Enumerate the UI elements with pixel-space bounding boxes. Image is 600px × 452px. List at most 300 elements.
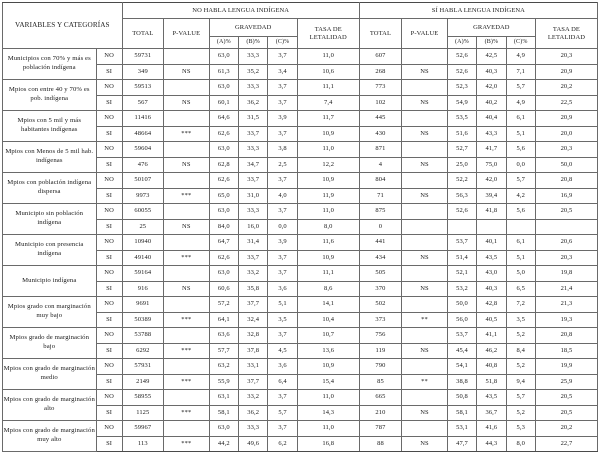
- gravedad-c-left: 3,7: [268, 173, 297, 189]
- header-pvalue-right: P-VALUE: [402, 19, 448, 49]
- tasa-left: 13,6: [297, 343, 359, 359]
- tasa-left: 11,0: [297, 421, 359, 437]
- gravedad-a-left: 64,7: [209, 235, 238, 251]
- tasa-left: 11,1: [297, 266, 359, 282]
- tasa-right: 22,7: [535, 436, 597, 452]
- gravedad-b-right: 42,0: [477, 173, 506, 189]
- total-right: 607: [359, 49, 401, 65]
- gravedad-c-left: 3,9: [268, 111, 297, 127]
- header-pvalue-left: P-VALUE: [163, 19, 209, 49]
- gravedad-a-left: 62,6: [209, 173, 238, 189]
- gravedad-a-right: 38,8: [447, 374, 476, 390]
- gravedad-a-left: 84,0: [209, 219, 238, 235]
- total-right: 756: [359, 328, 401, 344]
- gravedad-b-left: 34,7: [239, 157, 268, 173]
- pvalue-right: NS: [402, 157, 448, 173]
- total-right: 787: [359, 421, 401, 437]
- pvalue-right: [402, 80, 448, 96]
- gravedad-c-left: 3,6: [268, 359, 297, 375]
- gravedad-a-right: 52,6: [447, 49, 476, 65]
- gravedad-b-left: 31,4: [239, 235, 268, 251]
- pvalue-right: **: [402, 374, 448, 390]
- tasa-right: 21,4: [535, 281, 597, 297]
- gravedad-a-right: 50,0: [447, 297, 476, 313]
- total-right: 373: [359, 312, 401, 328]
- total-left: 59967: [122, 421, 163, 437]
- variable-label: Mpios grado con marginación muy bajo: [3, 297, 97, 328]
- total-left: 59164: [122, 266, 163, 282]
- gravedad-c-left: 3,7: [268, 95, 297, 111]
- category-no: NO: [96, 80, 122, 96]
- gravedad-a-left: 57,7: [209, 343, 238, 359]
- pvalue-right: [402, 421, 448, 437]
- pvalue-right: [402, 111, 448, 127]
- total-right: 665: [359, 390, 401, 406]
- table-row: [3, 328, 598, 344]
- gravedad-b-right: 42,5: [477, 49, 506, 65]
- gravedad-b-left: 33,7: [239, 250, 268, 266]
- gravedad-b-right: 41,7: [477, 142, 506, 158]
- table-head: [3, 3, 598, 49]
- header-sub-a-right: (A)%: [447, 37, 476, 49]
- table-row: [3, 142, 598, 158]
- gravedad-c-right: 3,5: [506, 312, 535, 328]
- tasa-left: 14,3: [297, 405, 359, 421]
- gravedad-c-left: 6,4: [268, 374, 297, 390]
- table-row: [3, 204, 598, 220]
- variable-label: Municipio indígena: [3, 266, 97, 297]
- header-total-left: TOTAL: [122, 19, 163, 49]
- gravedad-a-left: 44,2: [209, 436, 238, 452]
- total-left: 50107: [122, 173, 163, 189]
- variable-label: Mpios con población indígena dispersa: [3, 173, 97, 204]
- gravedad-b-right: 40,2: [477, 95, 506, 111]
- gravedad-b-left: 35,2: [239, 64, 268, 80]
- total-left: 349: [122, 64, 163, 80]
- gravedad-b-left: 31,5: [239, 111, 268, 127]
- category-no: NO: [96, 328, 122, 344]
- gravedad-c-left: 0,0: [268, 219, 297, 235]
- total-left: 916: [122, 281, 163, 297]
- total-left: 53788: [122, 328, 163, 344]
- category-no: NO: [96, 421, 122, 437]
- tasa-left: 11,0: [297, 49, 359, 65]
- tasa-left: 10,9: [297, 250, 359, 266]
- header-group-yes-speaks: SÍ HABLA LENGUA INDÍGENA: [359, 3, 597, 19]
- pvalue-left: NS: [163, 64, 209, 80]
- gravedad-a-right: 56,3: [447, 188, 476, 204]
- gravedad-b-right: 42,8: [477, 297, 506, 313]
- tasa-left: 14,1: [297, 297, 359, 313]
- gravedad-a-left: 58,1: [209, 405, 238, 421]
- table-row: [3, 173, 598, 189]
- tasa-right: 20,3: [535, 250, 597, 266]
- total-left: 9691: [122, 297, 163, 313]
- gravedad-b-left: 33,3: [239, 80, 268, 96]
- gravedad-b-left: 33,2: [239, 390, 268, 406]
- gravedad-a-right: 53,7: [447, 235, 476, 251]
- pvalue-right: [402, 142, 448, 158]
- category-no: NO: [96, 173, 122, 189]
- variable-label: Mpios con entre 40 y 70% es pob. indígena: [3, 80, 97, 111]
- gravedad-b-left: 35,8: [239, 281, 268, 297]
- pvalue-left: [163, 421, 209, 437]
- gravedad-c-left: 3,7: [268, 328, 297, 344]
- table-row: [3, 80, 598, 96]
- tasa-right: 20,8: [535, 328, 597, 344]
- total-right: 102: [359, 95, 401, 111]
- gravedad-b-right: 41,6: [477, 421, 506, 437]
- pvalue-left: ***: [163, 188, 209, 204]
- gravedad-b-right: 43,5: [477, 390, 506, 406]
- table-row: [3, 49, 598, 65]
- gravedad-a-left: 60,6: [209, 281, 238, 297]
- header-group-no-speaks: NO HABLA LENGUA INDÍGENA: [122, 3, 359, 19]
- pvalue-right: NS: [402, 281, 448, 297]
- gravedad-b-right: 40,4: [477, 111, 506, 127]
- header-tasa-letalidad-right: TASA DE LETALIDAD: [535, 19, 597, 49]
- gravedad-c-right: 5,7: [506, 80, 535, 96]
- gravedad-a-left: 62,6: [209, 250, 238, 266]
- gravedad-b-right: 36,7: [477, 405, 506, 421]
- header-gravedad-left: GRAVEDAD: [209, 19, 297, 37]
- tasa-right: [535, 219, 597, 235]
- gravedad-a-right: 58,1: [447, 405, 476, 421]
- gravedad-b-left: 31,0: [239, 188, 268, 204]
- category-si: SI: [96, 281, 122, 297]
- total-left: 11416: [122, 111, 163, 127]
- category-no: NO: [96, 235, 122, 251]
- gravedad-b-left: 32,8: [239, 328, 268, 344]
- pvalue-left: [163, 111, 209, 127]
- gravedad-a-left: 57,2: [209, 297, 238, 313]
- gravedad-b-right: [477, 219, 506, 235]
- pvalue-right: [402, 204, 448, 220]
- tasa-left: 15,4: [297, 374, 359, 390]
- gravedad-b-right: 41,1: [477, 328, 506, 344]
- category-no: NO: [96, 359, 122, 375]
- gravedad-c-left: 4,0: [268, 188, 297, 204]
- tasa-left: 11,1: [297, 80, 359, 96]
- category-si: SI: [96, 188, 122, 204]
- gravedad-b-left: 36,2: [239, 405, 268, 421]
- gravedad-c-right: 5,0: [506, 266, 535, 282]
- tasa-left: 10,6: [297, 64, 359, 80]
- variable-label: Municipio sin población indígena: [3, 204, 97, 235]
- pvalue-left: [163, 359, 209, 375]
- pvalue-left: ***: [163, 343, 209, 359]
- gravedad-a-right: 54,9: [447, 95, 476, 111]
- tasa-left: 11,6: [297, 235, 359, 251]
- indigenous-language-severity-table: [2, 2, 598, 452]
- tasa-left: 11,0: [297, 390, 359, 406]
- gravedad-c-right: 4,9: [506, 95, 535, 111]
- pvalue-right: NS: [402, 188, 448, 204]
- tasa-left: 10,9: [297, 173, 359, 189]
- category-si: SI: [96, 250, 122, 266]
- header-sub-a-left: (A)%: [209, 37, 238, 49]
- variable-label: Mpios con Menos de 5 mil hab. indígenas: [3, 142, 97, 173]
- variable-label: Mpios con grado de marginación medio: [3, 359, 97, 390]
- total-left: 48664: [122, 126, 163, 142]
- category-no: NO: [96, 297, 122, 313]
- gravedad-c-right: 8,4: [506, 343, 535, 359]
- total-right: 502: [359, 297, 401, 313]
- tasa-left: 10,9: [297, 126, 359, 142]
- gravedad-a-left: 60,1: [209, 95, 238, 111]
- table-body: [3, 49, 598, 452]
- pvalue-left: ***: [163, 250, 209, 266]
- gravedad-b-right: 40,3: [477, 281, 506, 297]
- gravedad-c-right: 5,1: [506, 250, 535, 266]
- gravedad-b-left: 33,7: [239, 173, 268, 189]
- gravedad-c-right: 5,2: [506, 359, 535, 375]
- gravedad-a-left: 64,6: [209, 111, 238, 127]
- header-total-right: TOTAL: [359, 19, 401, 49]
- gravedad-a-left: 63,0: [209, 49, 238, 65]
- total-right: 4: [359, 157, 401, 173]
- variable-label: Mpios con grado de marginación muy alto: [3, 421, 97, 452]
- gravedad-a-right: 53,2: [447, 281, 476, 297]
- gravedad-a-left: 64,1: [209, 312, 238, 328]
- category-si: SI: [96, 126, 122, 142]
- total-left: 6292: [122, 343, 163, 359]
- total-left: 567: [122, 95, 163, 111]
- total-right: 370: [359, 281, 401, 297]
- tasa-right: 20,5: [535, 204, 597, 220]
- tasa-right: 20,2: [535, 80, 597, 96]
- gravedad-b-left: 33,3: [239, 142, 268, 158]
- gravedad-a-right: 50,8: [447, 390, 476, 406]
- gravedad-b-right: 43,3: [477, 126, 506, 142]
- total-right: 119: [359, 343, 401, 359]
- gravedad-c-right: 6,5: [506, 281, 535, 297]
- header-sub-b-right: (B)%: [477, 37, 506, 49]
- gravedad-c-right: 6,1: [506, 111, 535, 127]
- total-left: 49140: [122, 250, 163, 266]
- total-right: 210: [359, 405, 401, 421]
- gravedad-b-left: 33,3: [239, 204, 268, 220]
- total-left: 9973: [122, 188, 163, 204]
- gravedad-a-left: 63,0: [209, 266, 238, 282]
- tasa-right: 25,9: [535, 374, 597, 390]
- category-no: NO: [96, 266, 122, 282]
- tasa-right: 20,6: [535, 235, 597, 251]
- tasa-right: 20,5: [535, 405, 597, 421]
- pvalue-right: [402, 49, 448, 65]
- variable-label: Municipio con presencia indígena: [3, 235, 97, 266]
- tasa-left: 10,7: [297, 328, 359, 344]
- category-si: SI: [96, 343, 122, 359]
- pvalue-left: ***: [163, 374, 209, 390]
- pvalue-left: [163, 328, 209, 344]
- pvalue-right: NS: [402, 436, 448, 452]
- pvalue-right: NS: [402, 250, 448, 266]
- gravedad-c-left: 3,8: [268, 142, 297, 158]
- gravedad-a-left: 63,0: [209, 142, 238, 158]
- gravedad-c-right: 5,3: [506, 421, 535, 437]
- gravedad-b-right: 40,1: [477, 235, 506, 251]
- total-right: 790: [359, 359, 401, 375]
- header-sub-c-right: (C)%: [506, 37, 535, 49]
- tasa-right: 20,5: [535, 390, 597, 406]
- tasa-right: 22,5: [535, 95, 597, 111]
- total-right: 875: [359, 204, 401, 220]
- pvalue-left: ***: [163, 126, 209, 142]
- gravedad-c-right: 5,1: [506, 126, 535, 142]
- pvalue-left: [163, 80, 209, 96]
- table-row: [3, 266, 598, 282]
- pvalue-left: [163, 235, 209, 251]
- pvalue-left: [163, 390, 209, 406]
- tasa-right: 20,3: [535, 142, 597, 158]
- gravedad-a-left: 63,0: [209, 421, 238, 437]
- category-si: SI: [96, 219, 122, 235]
- category-si: SI: [96, 312, 122, 328]
- tasa-right: 20,8: [535, 173, 597, 189]
- pvalue-left: NS: [163, 95, 209, 111]
- total-left: 59513: [122, 80, 163, 96]
- gravedad-b-right: 46,2: [477, 343, 506, 359]
- gravedad-b-right: 40,5: [477, 312, 506, 328]
- gravedad-c-left: 3,7: [268, 204, 297, 220]
- variable-label: Mpios con 5 mil y más habitantes indígenas: [3, 111, 97, 142]
- gravedad-c-right: 5,6: [506, 142, 535, 158]
- tasa-right: 20,3: [535, 49, 597, 65]
- gravedad-c-left: 3,4: [268, 64, 297, 80]
- pvalue-left: [163, 266, 209, 282]
- gravedad-a-left: 62,6: [209, 126, 238, 142]
- total-right: 804: [359, 173, 401, 189]
- total-left: 57931: [122, 359, 163, 375]
- tasa-left: 11,9: [297, 188, 359, 204]
- pvalue-right: NS: [402, 405, 448, 421]
- gravedad-b-left: 33,3: [239, 49, 268, 65]
- tasa-right: 50,0: [535, 157, 597, 173]
- gravedad-b-right: 41,8: [477, 204, 506, 220]
- gravedad-a-right: 52,2: [447, 173, 476, 189]
- header-tasa-letalidad-left: TASA DE LETALIDAD: [297, 19, 359, 49]
- tasa-right: 21,3: [535, 297, 597, 313]
- gravedad-c-right: 0,0: [506, 157, 535, 173]
- category-no: NO: [96, 204, 122, 220]
- pvalue-right: [402, 328, 448, 344]
- gravedad-c-left: 3,7: [268, 421, 297, 437]
- pvalue-left: ***: [163, 405, 209, 421]
- pvalue-right: **: [402, 312, 448, 328]
- gravedad-c-left: 4,5: [268, 343, 297, 359]
- gravedad-b-left: 32,4: [239, 312, 268, 328]
- gravedad-b-left: 37,7: [239, 297, 268, 313]
- gravedad-a-left: 63,0: [209, 204, 238, 220]
- gravedad-c-right: 4,2: [506, 188, 535, 204]
- gravedad-b-left: 33,7: [239, 126, 268, 142]
- gravedad-c-left: 3,7: [268, 49, 297, 65]
- pvalue-right: [402, 390, 448, 406]
- gravedad-a-right: 54,1: [447, 359, 476, 375]
- total-right: 88: [359, 436, 401, 452]
- category-no: NO: [96, 49, 122, 65]
- gravedad-a-right: 52,6: [447, 204, 476, 220]
- gravedad-b-right: 44,3: [477, 436, 506, 452]
- total-right: 268: [359, 64, 401, 80]
- pvalue-right: [402, 173, 448, 189]
- pvalue-right: NS: [402, 126, 448, 142]
- gravedad-a-right: 51,6: [447, 126, 476, 142]
- gravedad-b-left: 37,8: [239, 343, 268, 359]
- category-no: NO: [96, 142, 122, 158]
- total-left: 58955: [122, 390, 163, 406]
- tasa-right: 19,9: [535, 359, 597, 375]
- gravedad-a-left: 55,9: [209, 374, 238, 390]
- pvalue-left: [163, 49, 209, 65]
- gravedad-a-right: 52,6: [447, 64, 476, 80]
- total-right: 441: [359, 235, 401, 251]
- gravedad-b-left: 49,6: [239, 436, 268, 452]
- gravedad-a-right: 52,1: [447, 266, 476, 282]
- gravedad-c-right: 7,2: [506, 297, 535, 313]
- tasa-left: 8,0: [297, 219, 359, 235]
- gravedad-c-left: 5,7: [268, 405, 297, 421]
- table-row: [3, 421, 598, 437]
- gravedad-c-right: [506, 219, 535, 235]
- gravedad-c-right: 5,2: [506, 405, 535, 421]
- table-row: [3, 297, 598, 313]
- gravedad-c-left: 3,7: [268, 126, 297, 142]
- header-sub-c-left: (C)%: [268, 37, 297, 49]
- gravedad-b-right: 75,0: [477, 157, 506, 173]
- gravedad-b-left: 33,3: [239, 421, 268, 437]
- gravedad-a-right: 53,7: [447, 328, 476, 344]
- pvalue-right: [402, 359, 448, 375]
- total-left: 50389: [122, 312, 163, 328]
- gravedad-b-left: 33,2: [239, 266, 268, 282]
- gravedad-a-right: 56,0: [447, 312, 476, 328]
- total-left: 25: [122, 219, 163, 235]
- header-sub-b-left: (B)%: [239, 37, 268, 49]
- gravedad-b-right: 40,8: [477, 359, 506, 375]
- category-no: NO: [96, 390, 122, 406]
- gravedad-b-right: 51,8: [477, 374, 506, 390]
- variable-label: Mpios grado de marginación bajo: [3, 328, 97, 359]
- header-variables: VARIABLES Y CATEGORÍAS: [3, 3, 123, 49]
- gravedad-b-right: 42,0: [477, 80, 506, 96]
- gravedad-a-right: 45,4: [447, 343, 476, 359]
- tasa-right: 20,0: [535, 126, 597, 142]
- pvalue-left: ***: [163, 312, 209, 328]
- gravedad-b-right: 39,4: [477, 188, 506, 204]
- gravedad-c-left: 5,1: [268, 297, 297, 313]
- total-left: 113: [122, 436, 163, 452]
- gravedad-c-left: 3,7: [268, 250, 297, 266]
- gravedad-a-left: 63,1: [209, 390, 238, 406]
- tasa-right: 20,2: [535, 421, 597, 437]
- tasa-left: 11,7: [297, 111, 359, 127]
- pvalue-left: NS: [163, 281, 209, 297]
- gravedad-c-left: 3,6: [268, 281, 297, 297]
- gravedad-c-right: 5,7: [506, 390, 535, 406]
- gravedad-a-right: 53,5: [447, 111, 476, 127]
- variable-label: Municipios con 70% y más es población indígena: [3, 49, 97, 80]
- total-right: 0: [359, 219, 401, 235]
- pvalue-left: [163, 204, 209, 220]
- total-right: 430: [359, 126, 401, 142]
- tasa-left: 10,4: [297, 312, 359, 328]
- gravedad-c-left: 3,9: [268, 235, 297, 251]
- tasa-left: 11,0: [297, 142, 359, 158]
- gravedad-c-left: 3,7: [268, 80, 297, 96]
- pvalue-left: NS: [163, 219, 209, 235]
